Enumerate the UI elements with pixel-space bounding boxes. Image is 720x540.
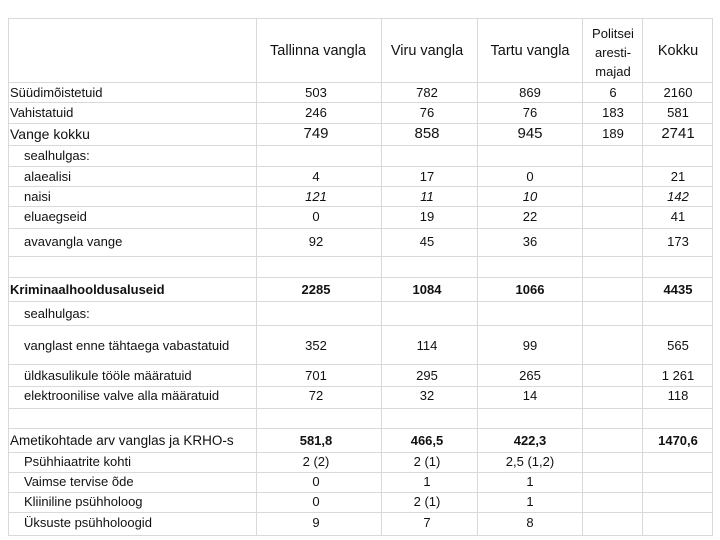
grid-line [8,325,712,326]
cell-viru: 114 [416,338,438,353]
grid-line [8,166,712,167]
row-label: Kriminaalhooldusaluseid [10,282,165,297]
cell-kokku: 581 [667,105,689,120]
grid-line [8,82,712,83]
grid-line [8,472,712,473]
grid-line [8,18,712,19]
row-label: sealhulgas: [24,148,90,163]
grid-line [8,206,712,207]
cell-viru: 2 (1) [413,454,441,469]
row-label: vanglast enne tähtaega vabastatuid [24,338,230,353]
cell-tartu: 99 [522,338,538,353]
row-label: alaealisi [24,169,71,184]
cell-tallinn: 72 [308,388,324,403]
cell-tallinn: 2285 [301,282,331,297]
cell-viru: 1 [423,474,431,489]
row-label: sealhulgas: [24,306,90,321]
cell-tartu: 8 [526,515,534,530]
grid-line [8,408,712,409]
cell-tallinn: 4 [312,169,320,184]
cell-tartu: 1 [526,474,534,489]
cell-kokku: 142 [667,189,689,204]
cell-tartu: 869 [519,85,541,100]
cell-tartu: 945 [517,125,543,142]
grid-line [8,535,712,536]
cell-viru: 858 [414,125,440,142]
cell-tallinn: 0 [312,209,320,224]
cell-viru: 782 [416,85,438,100]
cell-tartu: 76 [522,105,538,120]
cell-viru: 45 [419,234,435,249]
cell-tartu: 422,3 [513,433,547,448]
cell-tartu: 36 [522,234,538,249]
grid-line [8,364,712,365]
row-label: Ametikohtade arv vanglas ja KRHO-s [10,433,234,448]
grid-line [8,186,712,187]
header-tallinn: Tallinna vangla [270,43,366,59]
cell-viru: 1084 [412,282,442,297]
grid-line [8,386,712,387]
grid-line [8,145,712,146]
grid-line [8,512,712,513]
row-label: Vaimse tervise õde [24,474,134,489]
cell-kokku: 21 [670,169,686,184]
row-label: Üksuste psühholoogid [24,515,152,530]
row-label: eluaegseid [24,209,87,224]
grid-line [8,256,712,257]
grid-line [712,18,713,536]
row-label: Süüdimõistetuid [10,85,103,100]
cell-tartu: 1 [526,494,534,509]
cell-tallinn: 581,8 [299,433,333,448]
cell-politsei: 189 [602,126,624,141]
grid-line [8,228,712,229]
grid-line [8,102,712,103]
cell-politsei: 183 [602,105,624,120]
row-label: elektroonilise valve alla määratuid [24,388,220,403]
row-label: avavangla vange [24,234,123,249]
header-politsei-line2: aresti- [594,45,632,60]
grid-line [8,428,712,429]
cell-viru: 466,5 [410,433,444,448]
cell-tallinn: 352 [305,338,327,353]
cell-tallinn: 121 [305,189,327,204]
cell-viru: 32 [419,388,435,403]
grid-line [8,301,712,302]
cell-viru: 11 [420,189,434,204]
header-viru: Viru vangla [390,43,464,59]
cell-viru: 17 [419,169,435,184]
header-tartu: Tartu vangla [490,43,570,59]
cell-tallinn: 503 [305,85,327,100]
cell-kokku: 118 [667,388,689,403]
grid-line [8,452,712,453]
cell-tallinn: 246 [305,105,327,120]
cell-tartu: 14 [522,388,538,403]
row-label: Kliiniline psühholoog [24,494,143,509]
cell-tallinn: 9 [312,515,320,530]
cell-kokku: 173 [667,234,689,249]
cell-kokku: 4435 [663,282,693,297]
header-kokku: Kokku [657,43,699,59]
cell-viru: 7 [423,515,431,530]
cell-tallinn: 0 [312,494,320,509]
grid-line [8,277,712,278]
cell-kokku: 2741 [661,125,695,142]
cell-viru: 76 [419,105,435,120]
grid-line [8,123,712,124]
cell-tartu: 1066 [515,282,545,297]
row-label: üldkasulikule tööle määratuid [24,368,192,383]
row-label: Psühhiaatrite kohti [24,454,131,469]
grid-line [8,492,712,493]
cell-tallinn: 0 [312,474,320,489]
cell-tallinn: 92 [308,234,324,249]
cell-tartu: 22 [522,209,538,224]
cell-tallinn: 749 [303,125,329,142]
cell-viru: 295 [416,368,438,383]
cell-kokku: 565 [667,338,689,353]
row-label: Vahistatuid [10,105,74,120]
cell-viru: 19 [419,209,435,224]
cell-tartu: 0 [526,169,534,184]
header-politsei-line1: Politsei [592,26,634,41]
header-politsei-line3: majad [595,64,631,79]
cell-politsei: 6 [609,85,617,100]
cell-tallinn: 2 (2) [302,454,330,469]
cell-tartu: 2,5 (1,2) [505,454,555,469]
cell-tartu: 265 [519,368,541,383]
cell-kokku: 2160 [663,85,693,100]
cell-viru: 2 (1) [413,494,441,509]
cell-tallinn: 701 [305,368,327,383]
cell-kokku: 41 [670,209,686,224]
cell-kokku: 1 261 [661,368,695,383]
cell-kokku: 1470,6 [658,433,698,448]
cell-tartu: 10 [522,189,538,204]
row-label: Vange kokku [10,126,90,142]
row-label: naisi [24,189,51,204]
